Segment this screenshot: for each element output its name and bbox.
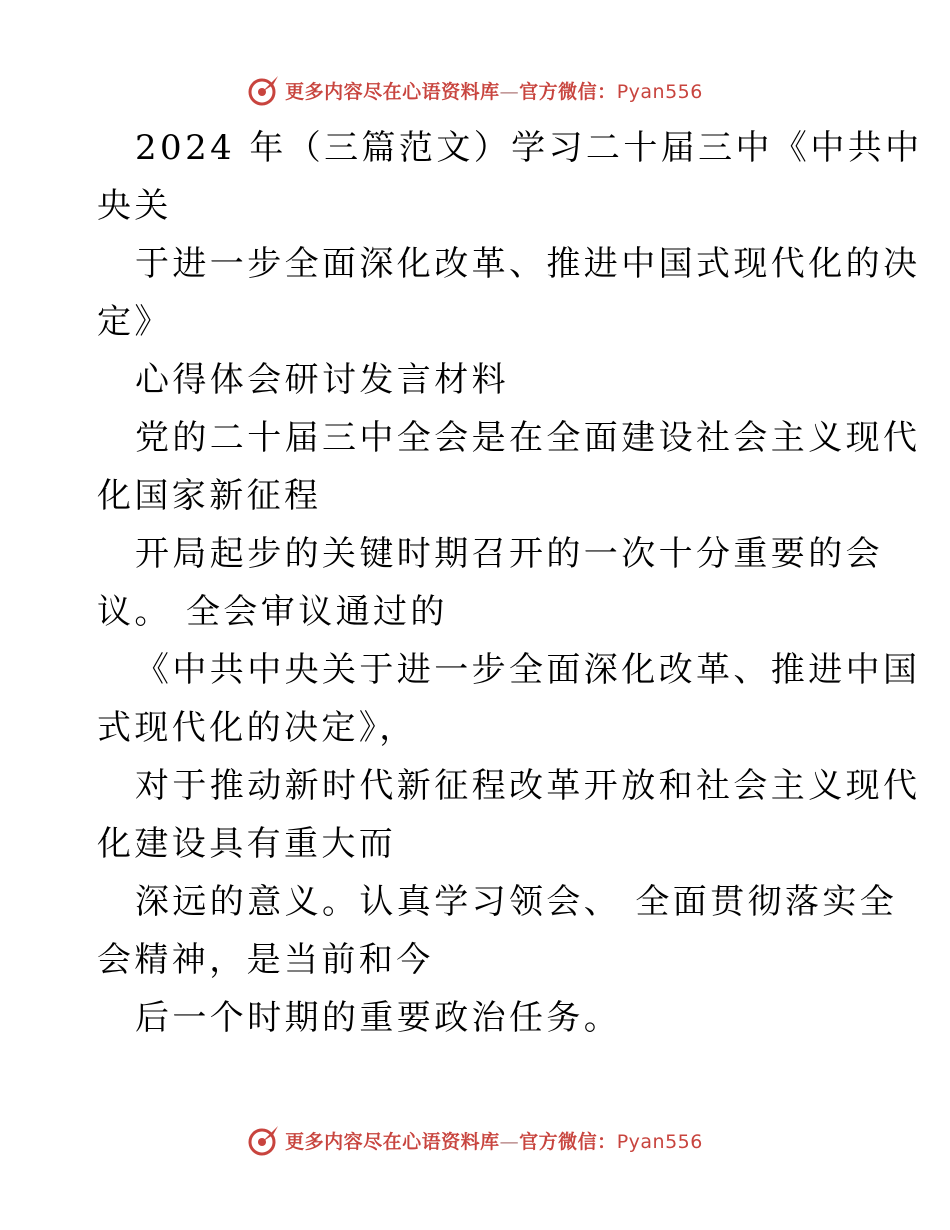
text-line: 会精神，是当前和今 [97,940,434,980]
footer-banner [0,1120,950,1160]
banner-text [285,77,703,104]
text-line: 议。 全会审议通过的 [97,592,448,632]
banner-main: 更多内容尽在心语资料库 [285,1130,500,1153]
text-line: 深远的意义。认真学习领会、 全面贯彻落实全 [135,882,898,922]
banner-wechat-label: 官方微信： [519,80,617,103]
text-line: 对于推动新时代新征程改革开放和社会主义现代 [135,766,921,806]
text-line: 化国家新征程 [97,476,322,516]
text-line: 化建设具有重大而 [97,824,397,864]
header-banner [0,70,950,110]
banner-wechat-label: 官方微信： [519,1130,617,1153]
banner-wechat-id: Pyan556 [616,1130,703,1153]
text-line: 党的二十届三中全会是在全面建设社会主义现代 [135,418,921,458]
quill-logo-icon [247,73,281,107]
text-line: 式现代化的决定》， [97,708,417,748]
banner-separator: — [499,80,520,103]
text-line: 开局起步的关键时期召开的一次十分重要的会 [135,534,883,574]
text-line: 心得体会研讨发言材料 [135,360,509,400]
text-line: 定》 [97,302,172,342]
quill-logo-icon [247,1123,281,1157]
banner-separator: — [499,1130,520,1153]
text-line: 后一个时期的重要政治任务。 [135,998,622,1038]
text-line: 央关 [97,186,172,226]
text-line: 2024 年（三篇范文）学习二十届三中《中共中 [135,128,923,168]
banner-text [285,1127,703,1154]
text-line: 《中共中央关于进一步全面深化改革、推进中国 [135,650,921,690]
banner-main: 更多内容尽在心语资料库 [285,80,500,103]
text-line: 于进一步全面深化改革、推进中国式现代化的决 [135,244,921,284]
banner-wechat-id: Pyan556 [616,80,703,103]
